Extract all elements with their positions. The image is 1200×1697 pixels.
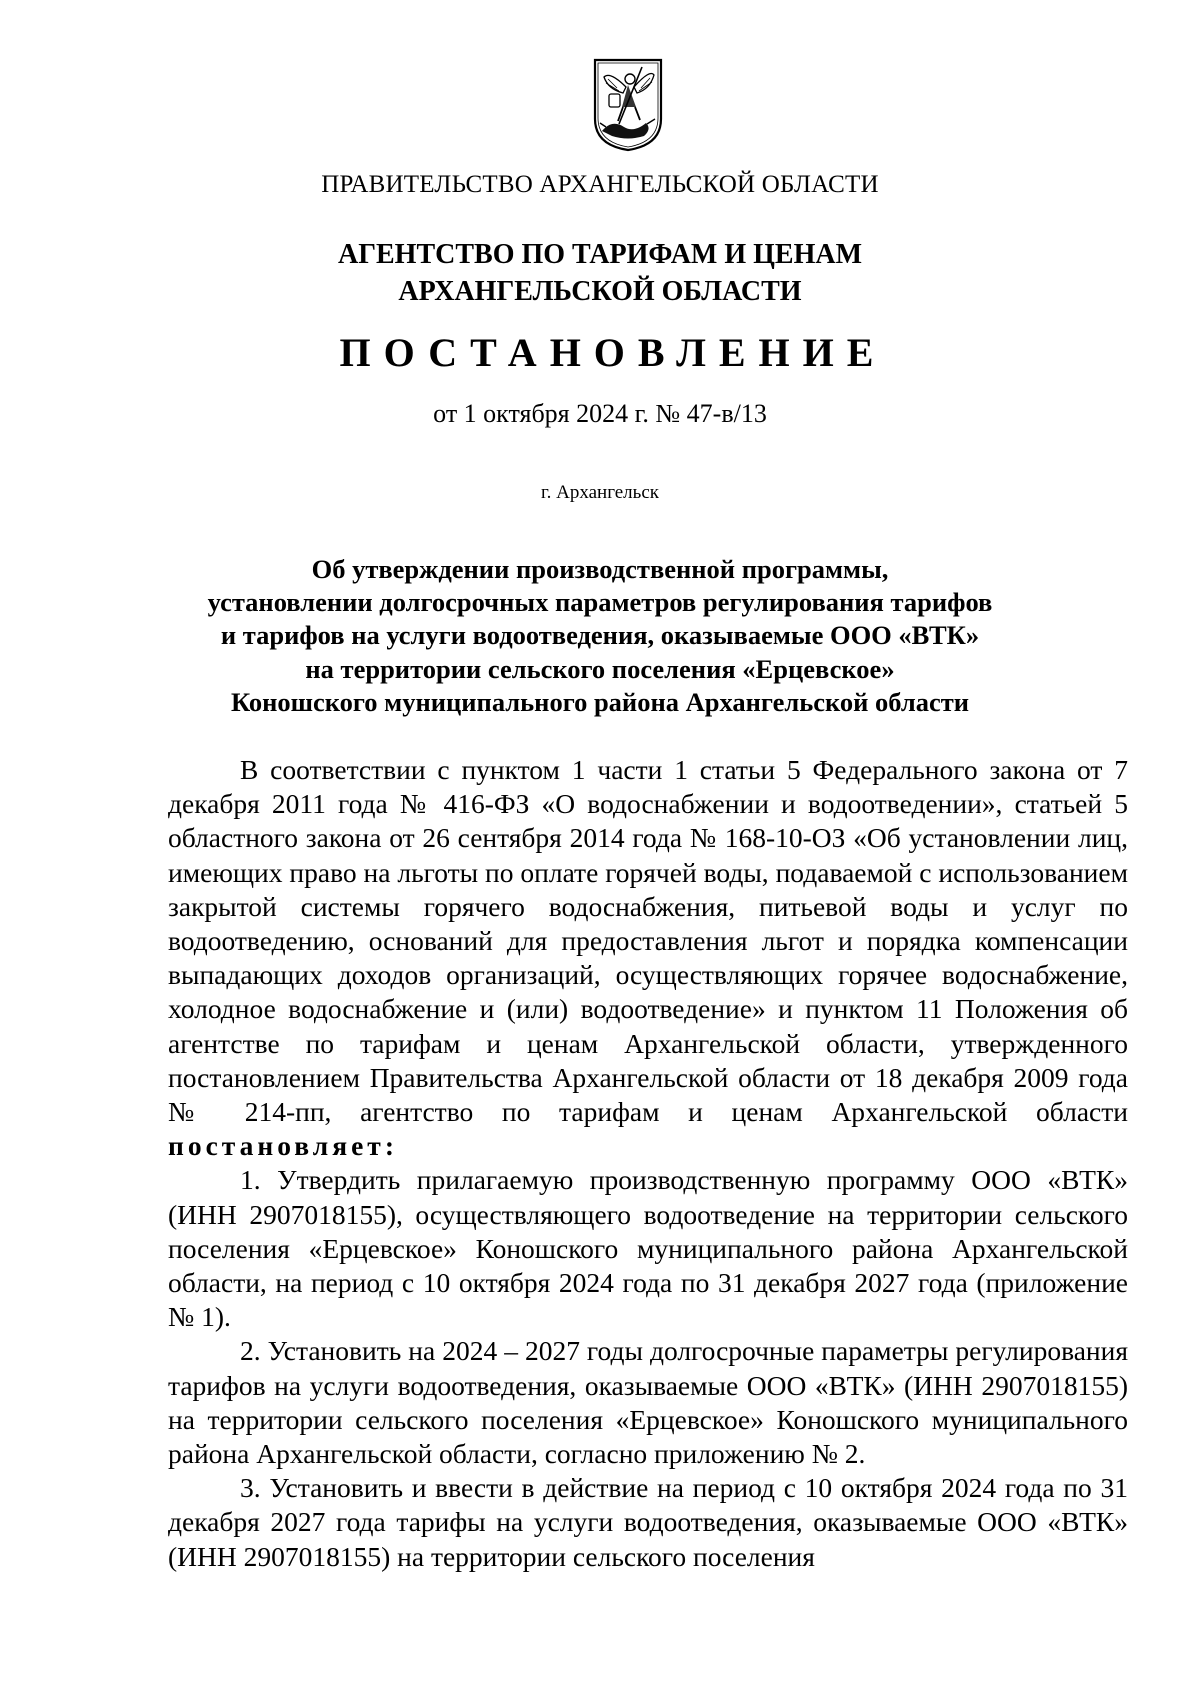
preamble-paragraph [168,753,1128,1163]
government-name: ПРАВИТЕЛЬСТВО АРХАНГЕЛЬСКОЙ ОБЛАСТИ [321,171,879,198]
agency-name [0,236,1200,310]
document-type: ПОСТАНОВЛЕНИЕ [339,330,887,375]
decree-word: постановляет: [168,1130,398,1162]
title-line: Коношского муниципального района Архангельской области [230,686,970,717]
agency-name-line: АРХАНГЕЛЬСКОЙ ОБЛАСТИ [398,276,802,307]
city-name: г. Архангельск [540,482,659,503]
date-and-number: от 1 октября 2024 г. № 47-в/13 [433,399,767,428]
item-2-paragraph: 2. Установить на 2024 – 2027 годы долгосрочные параметры регулирования тарифов на услуги водоотведения, оказываемые ООО «ВТК» (ИНН 2907018155) на территории сельского поселения «Ерцевское» Коношского муниципального района Архангельской области, согласно приложению № 2. [168,1335,1128,1470]
preamble-text: В соответствии с пунктом 1 части 1 статьи 5 Федерального закона от 7 декабря 2011 года № 416-ФЗ «О водоснабжении и водоотведении», статьей 5 областного закона от 26 сентября 2014 года № 168-10-ОЗ «Об установлении лиц, имеющих право на льготы по оплате горячей воды, подаваемой с использованием закрытой системы горячего водоснабжения, питьевой воды и услуг по водоотведению, оснований для предоставления льгот и порядка компенсации выпадающих доходов организаций, осуществляющих горячее водоснабжение, холодное водоснабжение и (или) водоотведение» и пунктом 11 Положения об агентстве по тарифам и ценам Архангельской области, утвержденного постановлением Правительства Архангельской области от 18 декабря 2009 года № 214-пп, агентство по тарифам и ценам Архангельской области [168,754,1128,1128]
item-3-paragraph: 3. Установить и ввести в действие на период с 10 октября 2024 года по 31 декабря 2027 года тарифы на услуги водоотведения, оказываемые ООО «ВТК» (ИНН 2907018155) на территории сельского поселения [168,1472,1128,1572]
title-line: на территории сельского поселения «Ерцевское» [305,653,895,684]
document-body [168,753,1128,1574]
document-title [0,553,1200,719]
agency-name-line: АГЕНТСТВО ПО ТАРИФАМ И ЦЕНАМ [337,239,863,270]
item-1-paragraph: 1. Утвердить прилагаемую производственную программу ООО «ВТК» (ИНН 2907018155), осуществляющего водоотведение на территории сельского поселения «Ерцевское» Коношского муниципального района Архангельской области, на период с 10 октября 2024 года по 31 декабря 2027 года (приложение № 1). [168,1164,1128,1333]
title-line: установлении долгосрочных параметров регулирования тарифов [207,587,993,618]
title-line: Об утверждении производственной программы, [311,554,889,584]
arkhangelsk-coat-of-arms-icon [592,57,664,152]
title-line: и тарифов на услуги водоотведения, оказываемые ООО «ВТК» [220,620,980,651]
